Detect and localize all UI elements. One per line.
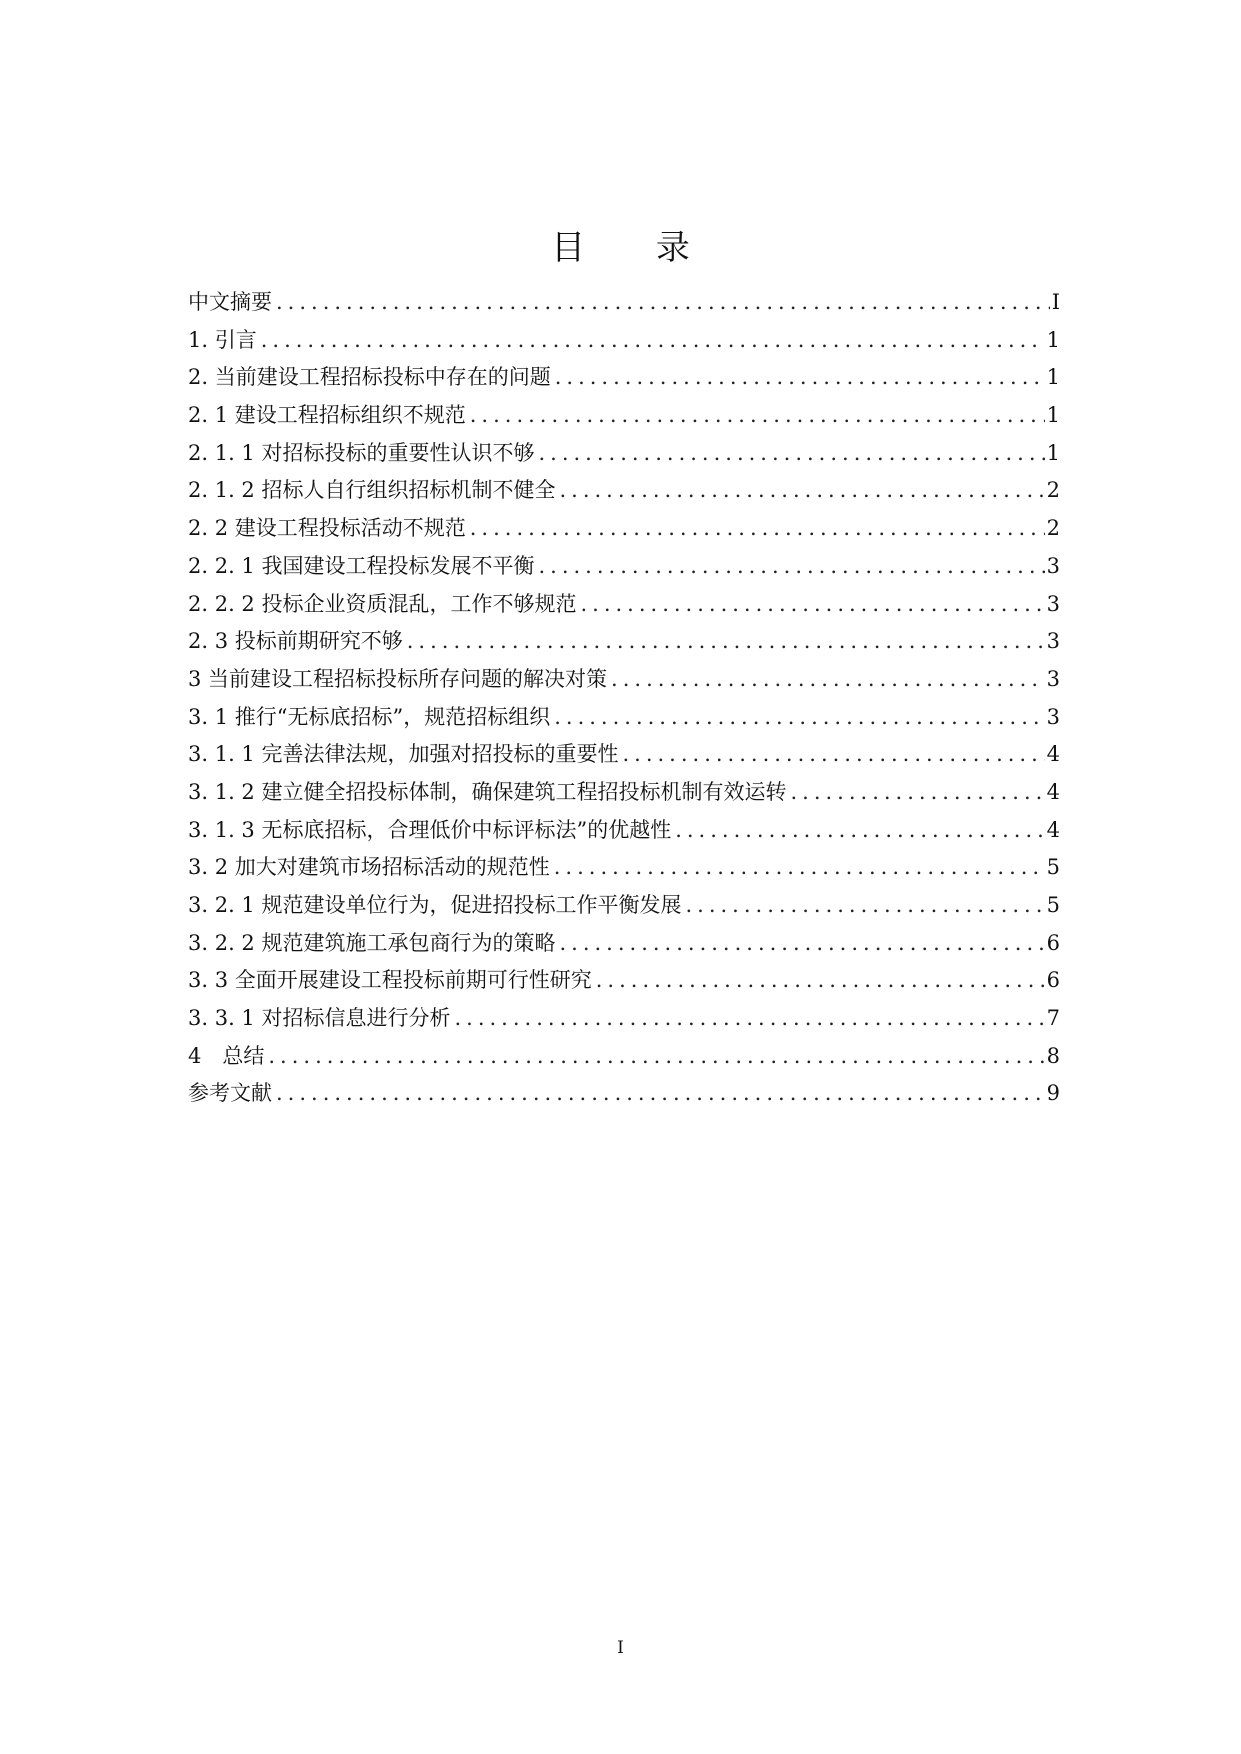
toc-leader-dots <box>580 586 1044 624</box>
toc-entry-label: 参考文献 <box>188 1081 272 1106</box>
toc-leader-dots <box>559 925 1044 963</box>
toc-leader-dots <box>276 1075 1045 1113</box>
toc-entry[interactable] <box>188 322 1060 360</box>
toc-leader-dots <box>268 1038 1044 1076</box>
toc-entry[interactable] <box>188 548 1060 586</box>
toc-entry-label: 2. 3 投标前期研究不够 <box>188 629 403 654</box>
toc-leader-dots <box>555 359 1045 397</box>
toc-entry-page: 6 <box>1046 968 1060 993</box>
toc-entry-page: 6 <box>1046 930 1060 955</box>
toc-entry-page: 1 <box>1046 440 1060 465</box>
page-number: I <box>617 1638 624 1658</box>
toc-entry[interactable] <box>188 472 1060 510</box>
toc-entry-page: 5 <box>1046 855 1060 880</box>
toc-entry[interactable] <box>188 699 1060 737</box>
toc-leader-dots <box>685 887 1044 925</box>
toc-leader-dots <box>470 510 1045 548</box>
toc-leader-dots <box>611 661 1045 699</box>
toc-entry[interactable] <box>188 586 1060 624</box>
toc-entry[interactable] <box>188 925 1060 963</box>
toc-entry-label: 2. 1 建设工程招标组织不规范 <box>188 403 466 428</box>
toc-entry-page: 3 <box>1046 591 1060 616</box>
toc-leader-dots <box>261 322 1045 360</box>
toc-leader-dots <box>538 548 1044 586</box>
toc-entry-label: 2. 2. 1 我国建设工程投标发展不平衡 <box>188 553 535 578</box>
toc-leader-dots <box>675 812 1044 850</box>
toc-entry[interactable] <box>188 1038 1060 1076</box>
toc-entry-label: 3. 1 推行“无标底招标”，规范招标组织 <box>188 704 551 729</box>
toc-entry-label: 3. 2. 2 规范建筑施工承包商行为的策略 <box>188 930 556 955</box>
toc-entry-label: 3. 2. 1 规范建设单位行为，促进招投标工作平衡发展 <box>188 893 682 917</box>
toc-entry[interactable] <box>188 849 1060 887</box>
toc-entry-label: 2. 2 建设工程投标活动不规范 <box>188 516 466 541</box>
toc-entry[interactable] <box>188 736 1060 774</box>
toc-entry-page: 3 <box>1046 666 1060 691</box>
toc-entry[interactable] <box>188 962 1060 1000</box>
toc-entry[interactable] <box>188 359 1060 397</box>
toc-entry-label: 1. 引言 <box>188 327 257 352</box>
toc-leader-dots <box>790 774 1044 812</box>
toc-leader-dots <box>470 397 1045 435</box>
toc-entry-page: 3 <box>1046 704 1060 729</box>
toc-entry-page: 4 <box>1046 779 1060 804</box>
toc-entry-page: 3 <box>1046 629 1060 654</box>
toc-entry[interactable] <box>188 397 1060 435</box>
toc-leader-dots <box>554 849 1045 887</box>
toc-entry-label: 中文摘要 <box>188 290 272 314</box>
toc-entry-label: 2. 1. 2 招标人自行组织招标机制不健全 <box>188 478 556 503</box>
toc-leader-dots <box>559 472 1044 510</box>
toc-leader-dots <box>622 736 1044 774</box>
toc-entry[interactable] <box>188 435 1060 473</box>
toc-entry-label: 2. 当前建设工程招标投标中存在的问题 <box>188 365 551 390</box>
toc-entry-label: 3. 1. 3 无标底招标，合理低价中标评标法”的优越性 <box>188 817 672 842</box>
toc-entry-label: 2. 2. 2 投标企业资质混乱，工作不够规范 <box>188 591 577 616</box>
toc-entry-label: 3. 3. 1 对招标信息进行分析 <box>188 1006 451 1031</box>
toc-entry[interactable] <box>188 510 1060 548</box>
toc-entry-page: 2 <box>1046 516 1060 541</box>
toc-entry[interactable] <box>188 623 1060 661</box>
toc-entry[interactable] <box>188 774 1060 812</box>
toc-entry-page: 4 <box>1046 817 1060 842</box>
toc-entry-page: 9 <box>1046 1081 1060 1106</box>
toc-entry-page: 1 <box>1046 327 1060 352</box>
toc-leader-dots <box>554 699 1044 737</box>
toc-entry[interactable] <box>188 1000 1060 1038</box>
toc-entry-label: 4 总结 <box>188 1043 265 1068</box>
toc-entry-page: 4 <box>1046 742 1060 767</box>
table-of-contents <box>188 284 1060 1113</box>
toc-entry-page: 1 <box>1046 365 1060 390</box>
toc-leader-dots <box>454 1000 1044 1038</box>
toc-entry-label: 3. 2 加大对建筑市场招标活动的规范性 <box>188 855 550 880</box>
toc-entry-page: I <box>1051 290 1060 314</box>
toc-entry[interactable] <box>188 887 1060 925</box>
toc-entry[interactable] <box>188 284 1060 322</box>
toc-entry-page: 1 <box>1046 403 1060 428</box>
toc-entry-page: 2 <box>1046 478 1060 503</box>
toc-leader-dots <box>596 962 1045 1000</box>
toc-entry-page: 3 <box>1046 553 1060 578</box>
toc-entry-label: 2. 1. 1 对招标投标的重要性认识不够 <box>188 440 535 465</box>
toc-entry[interactable] <box>188 661 1060 699</box>
toc-entry[interactable] <box>188 1075 1060 1113</box>
toc-entry-page: 8 <box>1046 1043 1060 1068</box>
toc-entry-label: 3 当前建设工程招标投标所存问题的解决对策 <box>188 666 608 691</box>
toc-leader-dots <box>407 623 1045 661</box>
toc-leader-dots <box>538 435 1044 473</box>
toc-leader-dots <box>276 284 1050 322</box>
toc-entry-label: 3. 3 全面开展建设工程投标前期可行性研究 <box>188 968 592 993</box>
page-title: 目 录 <box>551 228 720 268</box>
toc-entry[interactable] <box>188 812 1060 850</box>
toc-entry-label: 3. 1. 2 建立健全招投标体制，确保建筑工程招投标机制有效运转 <box>188 779 787 804</box>
toc-entry-label: 3. 1. 1 完善法律法规，加强对招投标的重要性 <box>188 742 619 767</box>
toc-entry-page: 5 <box>1046 893 1060 917</box>
toc-entry-page: 7 <box>1046 1006 1060 1031</box>
